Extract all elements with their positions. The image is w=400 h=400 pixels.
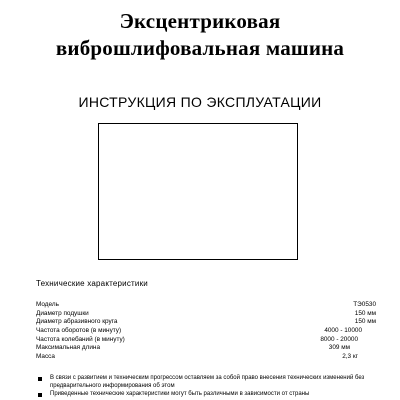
spec-row	[36, 336, 376, 345]
spec-name: Частота колебаний (в минуту)	[36, 335, 125, 343]
notes-list	[38, 375, 386, 400]
spec-row	[36, 353, 376, 362]
spec-row	[36, 327, 376, 336]
specs-table	[36, 301, 376, 362]
document-title-line2: виброшлифовальная машина	[55, 36, 345, 60]
spec-name: Масса	[36, 353, 55, 361]
list-item	[38, 375, 386, 390]
spec-name: Диаметр абразивного круга	[36, 318, 118, 326]
bullet-square-icon	[38, 377, 42, 381]
spec-value: 4000 - 10000	[324, 327, 362, 335]
bullet-square-icon	[38, 393, 42, 397]
spec-row	[36, 344, 376, 353]
spec-value: 2,3 кг	[342, 353, 358, 361]
list-item	[38, 391, 386, 399]
spec-value: 150 мм	[354, 318, 376, 326]
document-title-line1: Эксцентриковая	[119, 9, 281, 33]
product-image-frame	[98, 123, 298, 260]
spec-name: Частота оборотов (в минуту)	[36, 327, 122, 335]
spec-value: 150 мм	[354, 309, 376, 317]
spec-row	[36, 301, 376, 310]
spec-name: Диаметр подушки	[36, 309, 89, 317]
spec-name: Модель	[36, 301, 59, 308]
note-text: Приведенные технические характеристики могут быть различными в зависимости от страны	[50, 391, 310, 398]
spec-row	[36, 318, 376, 327]
note-text: В связи с развитием и техническим прогрессом оставляем за собой право внесения технических изменений без предварительного информирования об этом	[50, 375, 365, 389]
spec-value: 309 мм	[328, 344, 350, 352]
spec-value: ТЭ0530	[353, 301, 376, 308]
spec-name: Максимальная длина	[36, 344, 101, 352]
spec-value: 8000 - 20000	[320, 335, 358, 343]
document-subtitle: ИНСТРУКЦИЯ ПО ЭКСПЛУАТАЦИИ	[78, 94, 322, 110]
specs-heading: Технические характеристики	[36, 279, 148, 288]
